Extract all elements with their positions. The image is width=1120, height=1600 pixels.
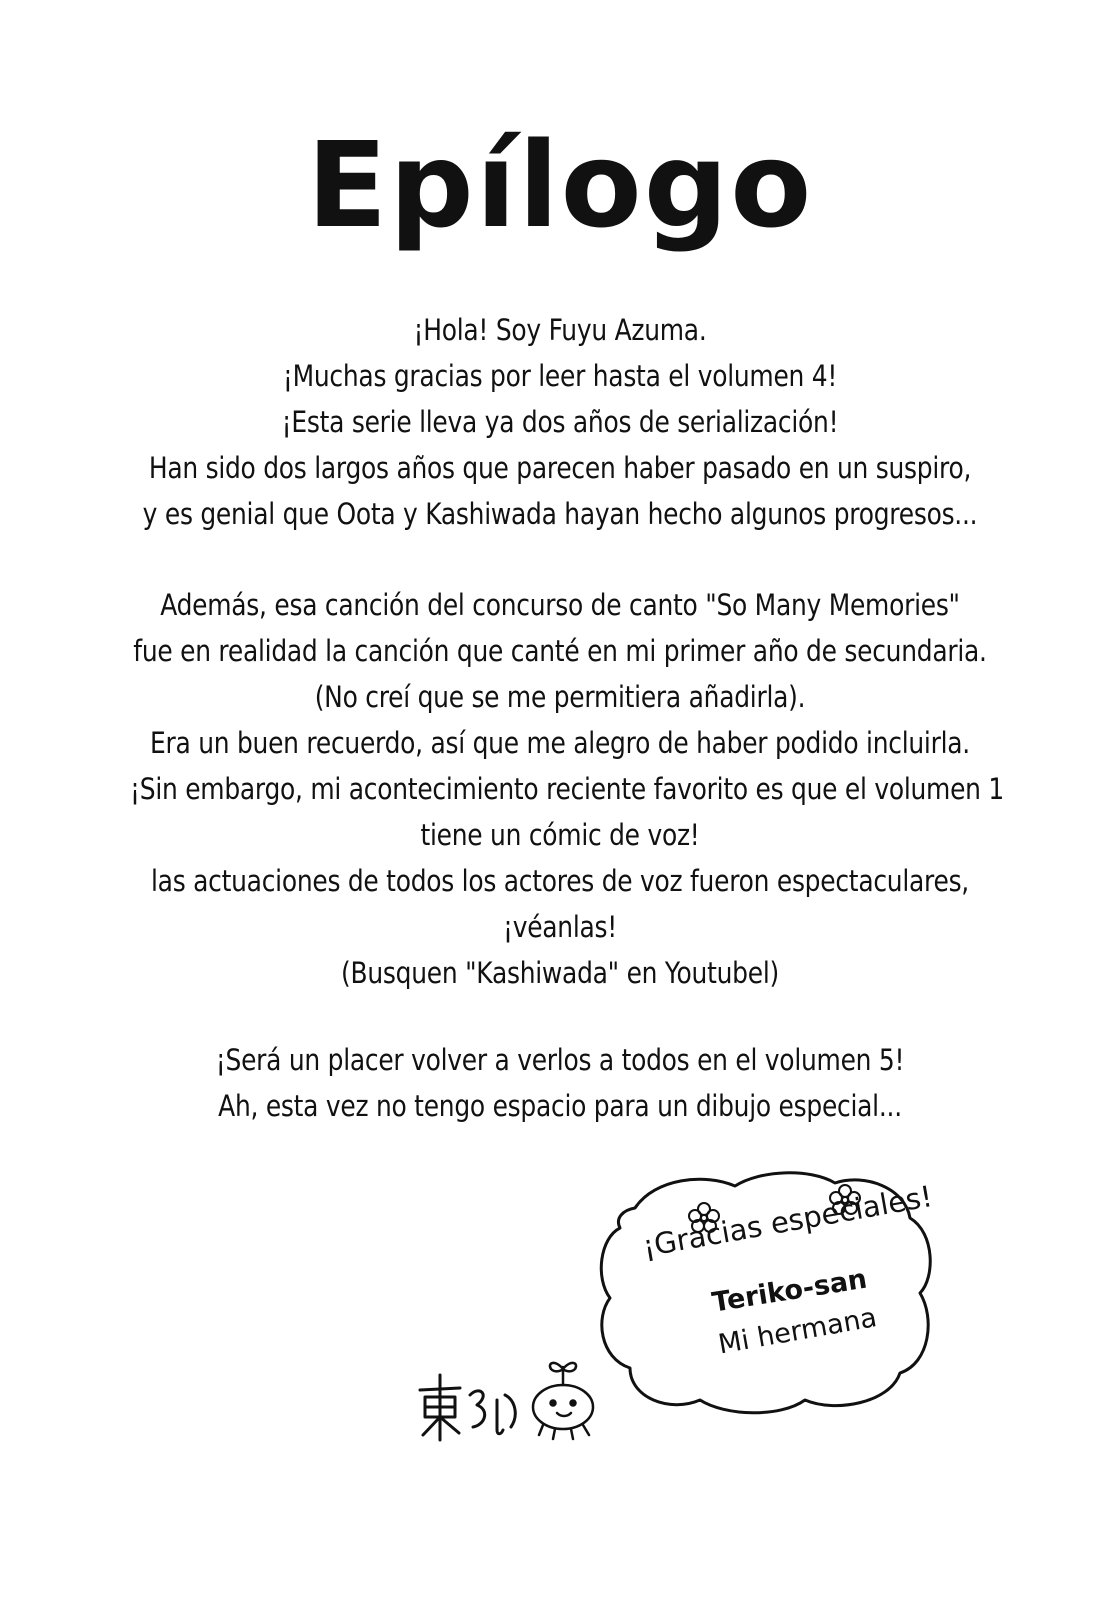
text-line: fue en realidad la canción que canté en mi primer año de secundaria. [133, 634, 987, 668]
text-line: y es genial que Oota y Kashiwada hayan hecho algunos progresos... [142, 497, 978, 531]
cloud-line-thanks: ¡Gracias especiales! [640, 1179, 935, 1264]
author-signature [415, 1355, 615, 1445]
text-line: Además, esa canción del concurso de canto "So Many Memories" [160, 588, 960, 622]
text-line: Ah, esta vez no tengo espacio para un dibujo especial... [218, 1089, 902, 1123]
page-title: Epílogo [306, 116, 814, 254]
paragraph-1 [130, 307, 990, 537]
paragraph-2 [130, 582, 1005, 996]
text-line: ¡Sin embargo, mi acontecimiento reciente favorito es que el volumen 1 [130, 772, 1005, 806]
text-line: ¡Hola! Soy Fuyu Azuma. [413, 313, 707, 347]
text-line: Era un buen recuerdo, así que me alegro de haber podido incluirla. [150, 726, 970, 760]
cloud-line-sister: Mi hermana [716, 1302, 880, 1361]
text-line: (No creí que se me permitiera añadirla). [314, 680, 806, 714]
text-line: ¡Esta serie lleva ya dos años de serialización! [281, 405, 839, 439]
text-line: ¡Muchas gracias por leer hasta el volumen 4! [282, 359, 838, 393]
text-line: Han sido dos largos años que parecen haber pasado en un suspiro, [148, 451, 972, 485]
text-line: ¡véanlas! [502, 910, 618, 944]
paragraph-3 [130, 1037, 990, 1129]
text-line: (Busquen "Kashiwada" en Youtubel) [341, 956, 779, 990]
cloud-line-name: Teriko-san [710, 1263, 870, 1319]
text-line: las actuaciones de todos los actores de voz fueron espectaculares, [151, 864, 969, 898]
text-line: tiene un cómic de voz! [420, 818, 700, 852]
text-line: ¡Será un placer volver a verlos a todos en el volumen 5! [215, 1043, 905, 1077]
